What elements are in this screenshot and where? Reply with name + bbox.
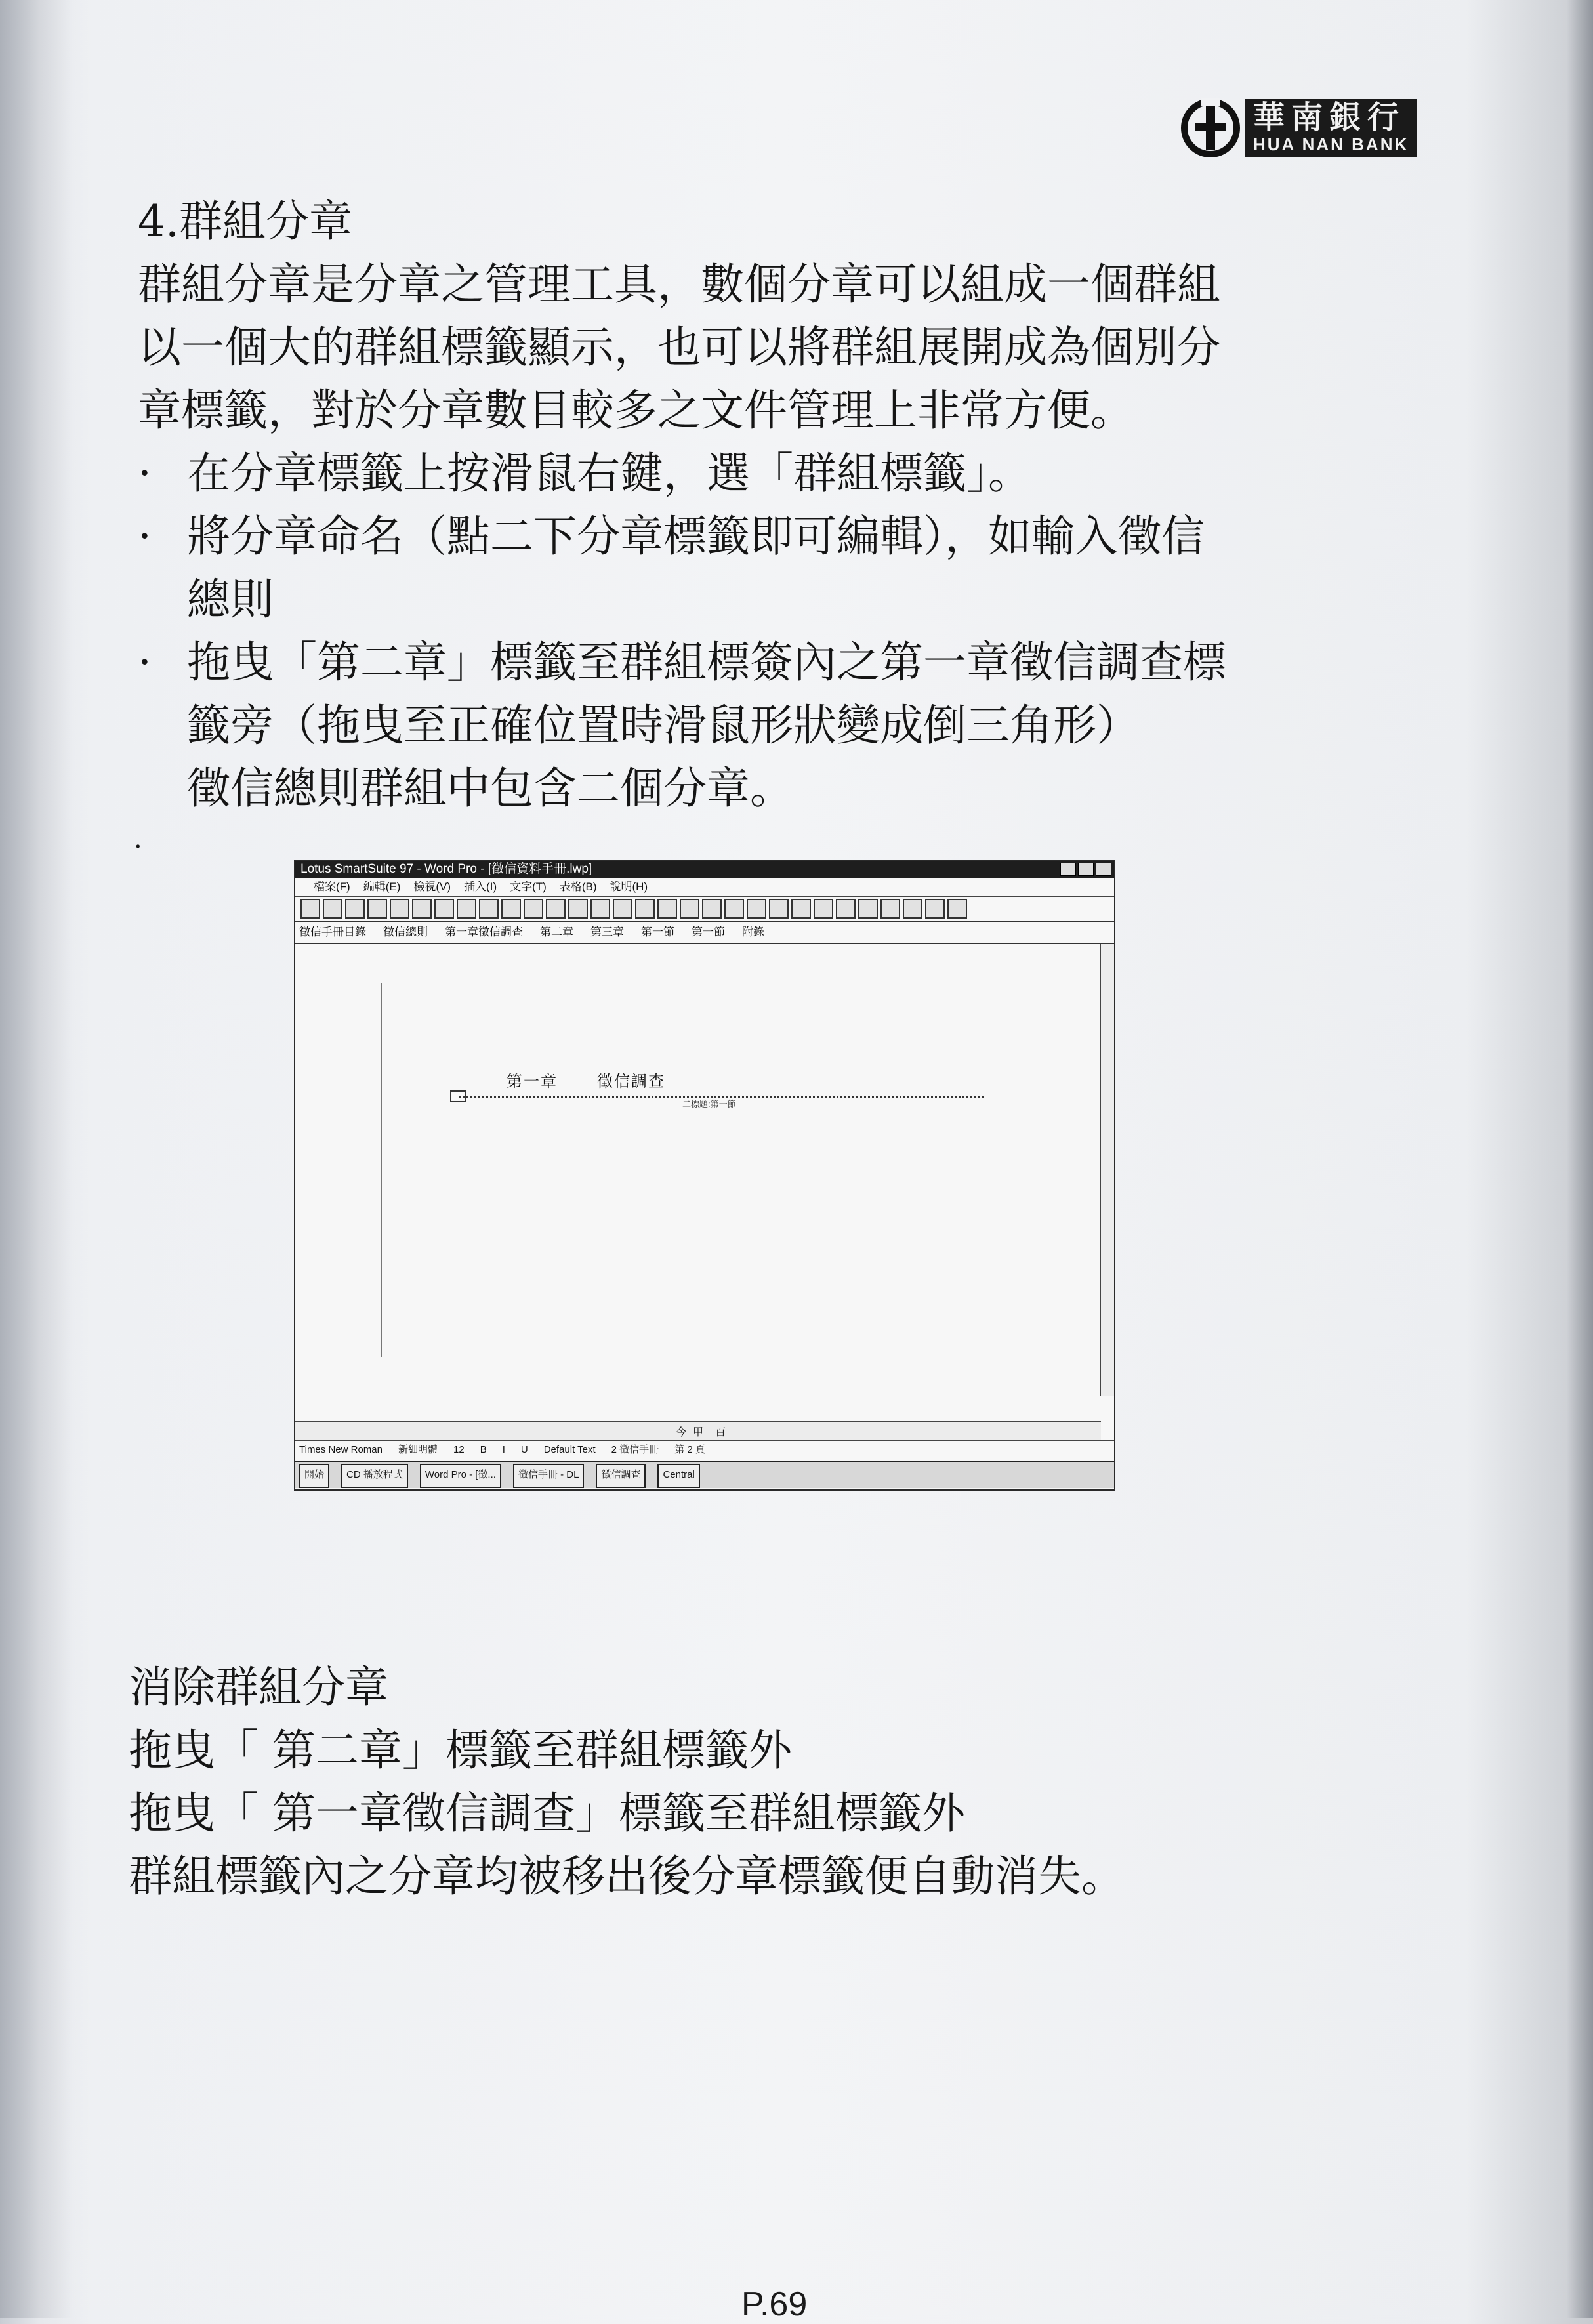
status-font: Times New Roman — [299, 1444, 383, 1455]
toolbar-icon — [724, 899, 744, 919]
bullet-dot-icon: · — [138, 511, 152, 562]
remove-line: 拖曳「 第二章」標籤至群組標籤外 — [129, 1725, 792, 1775]
menu-item: 文字(T) — [510, 881, 547, 893]
bullet-continuation: 總則 — [187, 574, 274, 625]
main-text — [138, 190, 1424, 820]
toolbar-icon — [814, 899, 833, 919]
bullet-continuation: 徵信總則群組中包含二個分章。 — [187, 763, 793, 814]
bullet-text: 在分章標籤上按滑鼠右鍵，選「群組標籤」。 — [187, 448, 1031, 499]
start-button: 開始 — [299, 1464, 329, 1488]
menu-item: 檢視(V) — [413, 881, 451, 893]
division-tab: 第一節 — [641, 926, 674, 938]
division-tab: 第三章 — [590, 926, 624, 938]
bullet-item — [138, 631, 1424, 694]
page-margin-line — [381, 983, 382, 1357]
division-tab: 第二章 — [540, 926, 573, 938]
toolbar-icon — [323, 899, 342, 919]
stray-dot: · — [134, 832, 142, 862]
toolbar-icon — [300, 899, 320, 919]
status-italic: I — [502, 1444, 505, 1455]
remove-line: 拖曳「 第一章徵信調查」標籤至群組標籤外 — [129, 1788, 965, 1838]
toolbar-icon — [390, 899, 409, 919]
bank-name-en: HUA NAN BANK — [1253, 135, 1409, 154]
menu-bar — [295, 878, 1114, 897]
document-area — [295, 944, 1101, 1403]
word-pro-screenshot — [294, 860, 1115, 1491]
toolbar-icon — [680, 899, 699, 919]
window-title: Lotus SmartSuite 97 - Word Pro - [徵信資料手冊.lwp] — [300, 862, 592, 876]
toolbar-icon — [568, 899, 588, 919]
bullet-text: 將分章命名（點二下分章標籤即可編輯），如輸入徵信 — [187, 511, 1205, 562]
page-edge-shadow-right — [1567, 0, 1593, 2318]
toolbar-icon — [702, 899, 722, 919]
bullet-continuation: 籤旁（拖曳至正確位置時滑鼠形狀變成倒三角形） — [187, 700, 1140, 751]
smarticon-toolbar — [295, 897, 1114, 922]
scroll-mark: 甲 — [693, 1427, 704, 1438]
page-number: P.69 — [741, 2285, 808, 2323]
taskbar-item: Word Pro - [徵... — [420, 1464, 501, 1488]
division-tab: 第一章徵信調查 — [445, 926, 523, 938]
taskbar-item: CD 播放程式 — [341, 1464, 408, 1488]
menu-item: 插入(I) — [464, 881, 497, 893]
toolbar-icon — [501, 899, 521, 919]
bank-logo-label — [1245, 99, 1417, 157]
maximize-icon — [1078, 863, 1094, 876]
bullet-dot-icon: · — [138, 637, 152, 688]
toolbar-icon — [546, 899, 566, 919]
toolbar-icon — [590, 899, 610, 919]
toolbar-icon — [434, 899, 454, 919]
scroll-mark: 百 — [715, 1427, 726, 1438]
toolbar-icon — [657, 899, 677, 919]
toolbar-icon — [457, 899, 476, 919]
bank-logo — [1181, 95, 1420, 161]
menu-item: 說明(H) — [610, 881, 648, 893]
taskbar-item: 徵信手冊 - DL — [513, 1464, 585, 1488]
page-edge-shadow-left — [0, 0, 72, 2318]
status-document: 2 徵信手冊 — [611, 1444, 659, 1455]
menu-item: 檔案(F) — [314, 881, 350, 893]
window-titlebar — [295, 861, 1114, 878]
division-tab: 附錄 — [742, 926, 764, 938]
window-controls — [1060, 863, 1111, 876]
toolbar-icon — [791, 899, 811, 919]
section-title: 4.群組分章 — [138, 196, 352, 247]
heading-title: 徵信調查 — [597, 1073, 665, 1090]
intro-line: 以一個大的群組標籤顯示，也可以將群組展開成為個別分 — [138, 322, 1220, 373]
toolbar-icon — [613, 899, 632, 919]
bank-name-cn: 華南銀行 — [1253, 99, 1406, 136]
toolbar-icon — [880, 899, 900, 919]
remove-group-section — [129, 1656, 1424, 1908]
toolbar-icon — [836, 899, 856, 919]
remove-title: 消除群組分章 — [129, 1662, 388, 1712]
document-heading — [507, 1068, 665, 1091]
taskbar-item: Central — [657, 1464, 699, 1488]
toolbar-icon — [367, 899, 387, 919]
status-style: Default Text — [543, 1444, 596, 1455]
division-tab: 第一節 — [692, 926, 725, 938]
menu-item: 表格(B) — [559, 881, 597, 893]
toolbar-icon — [524, 899, 543, 919]
toolbar-icon — [903, 899, 922, 919]
taskbar-item: 徵信調查 — [596, 1464, 646, 1488]
minimize-icon — [1060, 863, 1076, 876]
toolbar-icon — [769, 899, 789, 919]
toolbar-icon — [412, 899, 432, 919]
status-bar — [295, 1440, 1115, 1461]
remove-line: 群組標籤內之分章均被移出後分章標籤便自動消失。 — [129, 1851, 1125, 1901]
division-tab-bar — [295, 922, 1114, 944]
status-underline: U — [520, 1444, 528, 1455]
bullet-dot-icon: · — [138, 448, 152, 499]
toolbar-icon — [947, 899, 967, 919]
bullet-item — [138, 505, 1424, 568]
windows-taskbar — [295, 1461, 1115, 1488]
scroll-mark: 今 — [676, 1427, 687, 1438]
toolbar-icon — [345, 899, 365, 919]
menu-item: 編輯(E) — [363, 881, 401, 893]
status-page: 第 2 頁 — [674, 1444, 705, 1455]
intro-line: 章標籤，對於分章數目較多之文件管理上非常方便。 — [138, 385, 1134, 436]
toolbar-icon — [747, 899, 766, 919]
toolbar-icon — [858, 899, 878, 919]
close-icon — [1096, 863, 1111, 876]
status-size: 12 — [453, 1444, 465, 1455]
heading-chapter: 第一章 — [507, 1073, 558, 1090]
vertical-scrollbar — [1100, 944, 1114, 1396]
bullet-item — [138, 442, 1424, 505]
division-tab: 徵信總則 — [383, 926, 428, 938]
division-tab: 徵信手冊目錄 — [299, 926, 366, 938]
horizontal-scrollbar — [295, 1421, 1101, 1440]
intro-line: 群組分章是分章之管理工具，數個分章可以組成一個群組 — [138, 259, 1220, 310]
toolbar-icon — [479, 899, 499, 919]
toolbar-icon — [635, 899, 655, 919]
hua-nan-logo-icon — [1181, 98, 1240, 157]
toolbar-icon — [925, 899, 945, 919]
status-bold: B — [480, 1444, 487, 1455]
status-font-cn: 新細明體 — [398, 1444, 438, 1455]
bullet-text: 拖曳「第二章」標籤至群組標簽內之第一章徵信調查標 — [187, 637, 1226, 688]
dotted-line-label: 二標題:第一節 — [682, 1099, 736, 1109]
